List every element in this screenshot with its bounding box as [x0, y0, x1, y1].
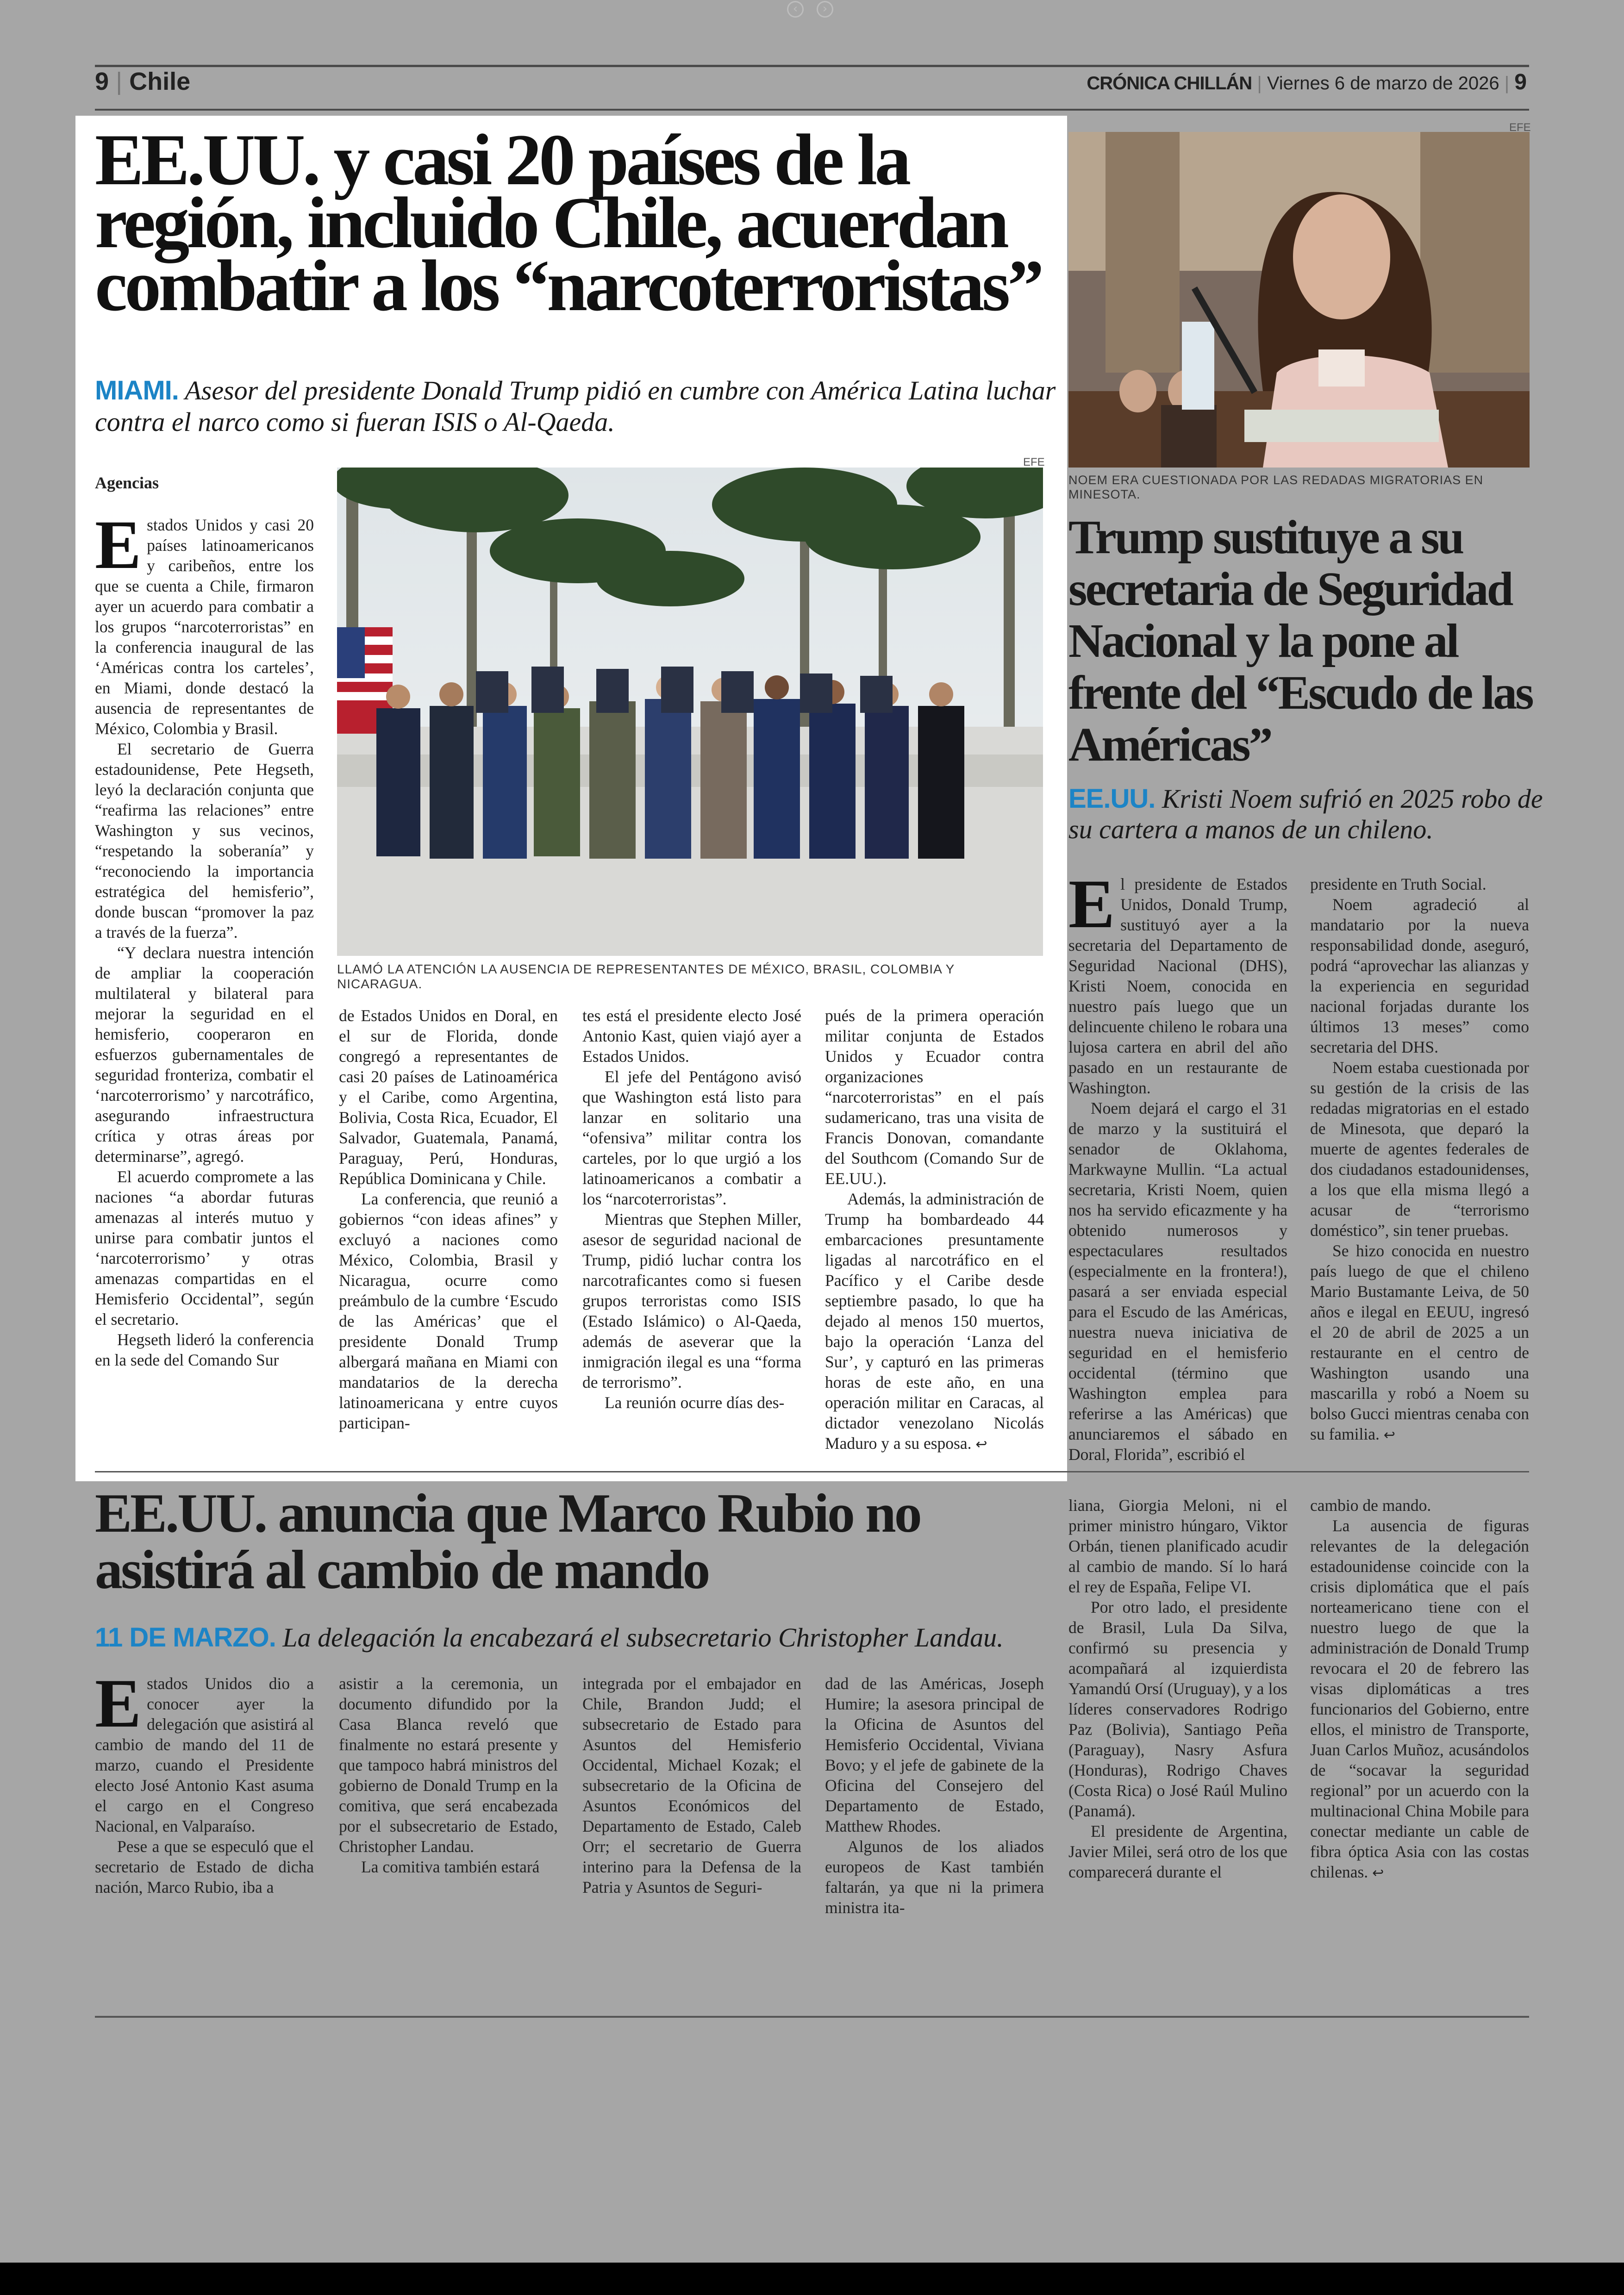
- bottom-story-rule: [95, 1471, 1529, 1472]
- main-photo-credit: EFE: [1023, 456, 1045, 468]
- main-deck: [95, 375, 1067, 438]
- header-bottom-rule: [95, 109, 1529, 111]
- bottom-headline: EE.UU. anuncia que Marco Rubio no asistirá al cambio de mando: [95, 1482, 920, 1600]
- section-name: Chile: [129, 68, 191, 95]
- main-col3-p2: El jefe del Pentágono avisó que Washington está listo para lanzar en solitario una “ofensiva” militar contra los carteles, por lo que urgió a los latinoamericanos a combatir a los “narcoterroristas”.: [582, 1067, 801, 1208]
- header-left: 9 | Chile: [95, 68, 191, 95]
- main-column-2: [339, 1005, 558, 1433]
- main-kicker: MIAMI.: [95, 375, 179, 405]
- side-deck: [1068, 784, 1550, 845]
- main-deck-text: Asesor del presidente Donald Trump pidió en cumbre con América Latina luchar contra el narco como si fueran ISIS o Al-Qaeda.: [95, 375, 1056, 437]
- main-drop-cap: E: [95, 506, 142, 583]
- bottom-column-1: [95, 1665, 314, 1897]
- main-col1-p5: Hegseth lideró la conferencia en la sede del Comando Sur: [95, 1330, 314, 1369]
- main-col4-p2: Además, la administración de Trump ha bombardeado 44 embarcaciones presuntamente ligadas al narcotráfico en el Pacífico y el Caribe desde septiembre pasado, lo que ha dejado al menos 150 muertos, bajo la operación ‘Lanza del Sur’, y capturó en las primeras horas de este año, en una operación militar en Caracas, al dictador venezolano Nicolás Maduro y a su esposa.: [825, 1190, 1044, 1453]
- bottom-deck-text: La delegación la encabezará el subsecretario Christopher Landau.: [282, 1622, 1004, 1653]
- right-page-number: 9: [1514, 70, 1527, 94]
- side-col1-p1: l presidente de Estados Unidos, Donald Trump, sustituyó ayer a la secretaria del Departamento de Seguridad Nacional (DHS), Kristi Noem, conocida en nuestro país luego que un delincuente chileno le robara una lujosa cartera en abril del año pasado en un restaurante de Washington.: [1068, 875, 1287, 1097]
- main-column-1: [95, 506, 314, 1370]
- main-col2-p1: de Estados Unidos en Doral, en el sur de Florida, donde congregó a representantes de casi 20 países de Latinoamérica y el Caribe, como Argentina, Bolivia, Costa Rica, Ecuador, El Salvador, Guatemala, Panamá, Paraguay, Perú, Honduras, República Dominicana y Chile.: [339, 1006, 558, 1188]
- main-col4-p1: pués de la primera operación militar conjunta de Estados Unidos y Ecuador contra organizaciones “narcoterroristas” en el país sudamericano, tras una visita de Francis Donovan, comandante del Southcom (Comando Sur de EE.UU.).: [825, 1006, 1044, 1188]
- header-top-rule: [95, 65, 1529, 67]
- header-right: CRÓNICA CHILLÁN | Viernes 6 de marzo de 2026 | 9: [1087, 70, 1527, 94]
- side-col2-p3: Noem estaba cuestionada por su gestión de la crisis de las redadas migratorias en el estado de Minesota, que deparó la muerte de agentes federales de dos ciudadanos estadounidenses, a los que ella misma llegó a acusar de “terrorismo doméstico”, sin tener pruebas.: [1310, 1058, 1529, 1240]
- noem-photo: [1068, 132, 1530, 468]
- bottom-col2-p2: La comitiva también estará: [361, 1858, 540, 1876]
- end-mark-icon: ↩: [1372, 1865, 1384, 1881]
- side-deck-text: Kristi Noem sufrió en 2025 robo de su cartera a manos de un chileno.: [1068, 784, 1543, 844]
- bottom-col1-p1: stados Unidos dio a conocer ayer la delegación que asistirá al cambio de mando del 11 de marzo, cuando el Presidente electo José Antonio Kast asuma el cargo en el Congreso Nacional, en Valparaíso.: [95, 1674, 314, 1835]
- page-footer-rule: [95, 2016, 1529, 2018]
- end-mark-icon: ↩: [1383, 1427, 1395, 1443]
- viewer-bottom-bar: [0, 2263, 1624, 2295]
- bottom-column-4: [825, 1673, 1044, 1918]
- bottom-kicker: 11 DE MARZO.: [95, 1622, 276, 1653]
- issue-date: Viernes 6 de marzo de 2026: [1267, 73, 1499, 94]
- side-kicker: EE.UU.: [1068, 784, 1156, 814]
- left-page-number: 9: [95, 68, 109, 95]
- bottom-col5-p1: liana, Giorgia Meloni, ni el primer ministro húngaro, Viktor Orbán, tienen planificado acudir al cambio de mando. Sí lo hará el rey de España, Felipe VI.: [1068, 1496, 1287, 1596]
- next-page-icon[interactable]: ›: [817, 1, 833, 18]
- bottom-col6-p2: La ausencia de figuras relevantes de la delegación estadounidense coincide con la crisis diplomática que el país norteamericano tiene con el nuestro luego de que la administración de Donald Trump revocara el 20 de febrero las visas diplomáticas a tres funcionarios del Gobierno, entre ellos, el ministro de Transporte, Juan Carlos Muñoz, acusándolos de “socavar la seguridad regional” por un acuerdo con la multinacional China Mobile para conectar mediante un cable de fibra óptica Asia con las costas chilenas.: [1310, 1516, 1529, 1881]
- page-nav: [778, 0, 843, 19]
- bottom-col4-p1: dad de las Américas, Joseph Humire; la asesora principal de la Oficina de Asuntos del Hemisferio Occidental, Viviana Bovo; y el jefe de gabinete de la Oficina del Consejero del Departamento de Estado, Matthew Rhodes.: [825, 1674, 1044, 1835]
- main-headline: EE.UU. y casi 20 países de la región, incluido Chile, acuerdan combatir a los “narcoterroristas”: [95, 119, 1042, 326]
- bottom-col5-p2: Por otro lado, el presidente de Brasil, Lula Da Silva, confirmó su presencia y acompañará al izquierdista Yamandú Orsí (Uruguay), y a los líderes conservadores Rodrigo Paz (Bolivia), Santiago Peña (Paraguay), Nasry Asfura (Honduras), Rodrigo Chaves (Costa Rica) o José Raúl Mulino (Panamá).: [1068, 1598, 1287, 1820]
- main-col1-p2: El secretario de Guerra estadounidense, Pete Hegseth, leyó la declaración conjunta que “reafirma las relaciones” entre Washington y sus vecinos, “respetando la soberanía” y “reconociendo la importancia estratégica del hemisferio”, donde buscan “promover la paz a través de la fuerza”.: [95, 740, 314, 942]
- bottom-col2-p1: asistir a la ceremonia, un documento difundido por la Casa Blanca reveló que finalmente no estará presente y que tampoco habrá ministros del gobierno de Donald Trump en la comitiva, que será encabezada por el subsecretario de Estado, Christopher Landau.: [339, 1674, 558, 1856]
- main-column-3: [582, 1005, 801, 1413]
- main-col1-p4: El acuerdo compromete a las naciones “a abordar futuras amenazas al interés mutuo y unirse para combatir juntos el ‘narcoterrorismo’ y otras amenazas compartidas en el Hemisferio Occidental”, según el secretario.: [95, 1167, 314, 1328]
- bottom-column-5: [1068, 1495, 1287, 1882]
- side-col2-p2: Noem agradeció al mandatario por la nueva responsabilidad donde, aseguró, podrá “aprovechar las alianzas y la experiencia en seguridad nacional forjadas durante los últimos 13 meses” como secretaria del DHS.: [1310, 895, 1529, 1056]
- side-headline: Trump sustituye a su secretaria de Seguridad Nacional y la pone al frente del “Escudo de las Américas”: [1068, 511, 1532, 771]
- bottom-column-3: [582, 1673, 801, 1897]
- byline: Agencias: [95, 474, 159, 492]
- newspaper-brand: CRÓNICA CHILLÁN: [1087, 73, 1252, 94]
- bottom-col1-p2: Pese a que se especuló que el secretario de Estado de dicha nación, Marco Rubio, iba a: [95, 1837, 314, 1896]
- main-col3-p3: Mientras que Stephen Miller, asesor de seguridad nacional de Trump, pidió luchar contra los narcotraficantes como si fuesen grupos terroristas como ISIS (Estado Islámico) o Al-Qaeda, además de aseverar que la inmigración ilegal es una “forma de terrorismo”.: [582, 1210, 801, 1391]
- main-col1-p3: “Y declara nuestra intención de ampliar la cooperación multilateral y bilateral para mejorar la seguridad en el hemisferio, cooperaron en esfuerzos gubernamentales de seguridad fronteriza, combatir el ‘narcoterrorismo’ y narcotráfico, asegurando infraestructura crítica y otras áreas por determinarse”, agregó.: [95, 943, 314, 1166]
- main-col3-p1: tes está el presidente electo José Antonio Kast, quien viajó ayer a Estados Unidos.: [582, 1006, 801, 1066]
- side-column-2: [1310, 874, 1529, 1446]
- side-col2-p4: Se hizo conocida en nuestro país luego de que el chileno Mario Bustamante Leiva, de 50 años e ilegal en EEUU, ingresó el 20 de abril de 2025 a un restaurante en el centro de Washington usando una mascarilla y robó a Noem su bolso Gucci mientras cenaba con su familia.: [1310, 1241, 1529, 1443]
- main-photo-caption: LLAMÓ LA ATENCIÓN LA AUSENCIA DE REPRESENTANTES DE MÉXICO, BRASIL, COLOMBIA Y NICARAGUA.: [337, 962, 955, 991]
- main-col2-p2: La conferencia, que reunió a gobiernos “con ideas afines” y excluyó a naciones como México, Colombia, Brasil y Nicaragua, ocurre como preámbulo de la cumbre ‘Escudo de las Américas’ que el presidente Donald Trump albergará mañana en Miami con mandatarios de la derecha latinoamericana y entre cuyos participan-: [339, 1190, 558, 1432]
- bottom-col4-p2: Algunos de los aliados europeos de Kast también faltarán, ya que ni la primera ministra ita-: [825, 1837, 1044, 1917]
- bottom-column-2: [339, 1673, 558, 1877]
- summit-group-photo: [337, 468, 1043, 956]
- previous-page-icon[interactable]: ‹: [787, 1, 804, 18]
- bottom-col5-p3: El presidente de Argentina, Javier Milei, será otro de los que comparecerá durante el: [1068, 1822, 1287, 1881]
- side-col1-p2: Noem dejará el cargo el 31 de marzo y la sustituirá el senador de Oklahoma, Markwayne Mullin. “La actual secretaria, Kristi Noem, quien nos ha servido eficazmente y ha obtenido numerosos y espectaculares resultados (especialmente en la frontera!), pasará a ser enviada especial para el Escudo de las Américas, nuestra nueva iniciativa de seguridad en el hemisferio occidental (término que Washington emplea para referirse a las Américas) que anunciaremos el sábado en Doral, Florida”, escribió el: [1068, 1099, 1287, 1464]
- side-column-1: [1068, 866, 1287, 1465]
- main-column-4: [825, 1005, 1044, 1455]
- side-photo-caption: NOEM ERA CUESTIONADA POR LAS REDADAS MIGRATORIAS EN MINESOTA.: [1068, 473, 1484, 501]
- side-drop-cap: E: [1068, 866, 1115, 942]
- side-col2-p1: presidente en Truth Social.: [1310, 875, 1487, 893]
- main-col1-p1: stados Unidos y casi 20 países latinoamericanos y caribeños, entre los que se cuenta a Chile, firmaron ayer un acuerdo para combatir a los grupos “narcoterroristas” en la conferencia inaugural de las ‘Américas contra los carteles’, en Miami, donde destacó la ausencia de representantes de México, Colombia y Brasil.: [95, 516, 314, 738]
- bottom-column-6: [1310, 1495, 1529, 1883]
- end-mark-icon: ↩: [975, 1436, 987, 1453]
- main-col3-p4: La reunión ocurre días des-: [605, 1393, 785, 1412]
- bottom-deck: [95, 1622, 1160, 1653]
- bottom-col6-p1: cambio de mando.: [1310, 1496, 1431, 1515]
- bottom-col3-p1: integrada por el embajador en Chile, Brandon Judd; el subsecretario de Estado para Asuntos del Hemisferio Occidental, Michael Kozak; el subsecretario de la Oficina de Asuntos Económicos del Departamento de Estado, Caleb Orr; el secretario de Guerra interino para la Defensa de la Patria y Asuntos de Seguri-: [582, 1674, 801, 1896]
- side-photo-credit: EFE: [1509, 121, 1531, 134]
- bottom-drop-cap: E: [95, 1665, 142, 1742]
